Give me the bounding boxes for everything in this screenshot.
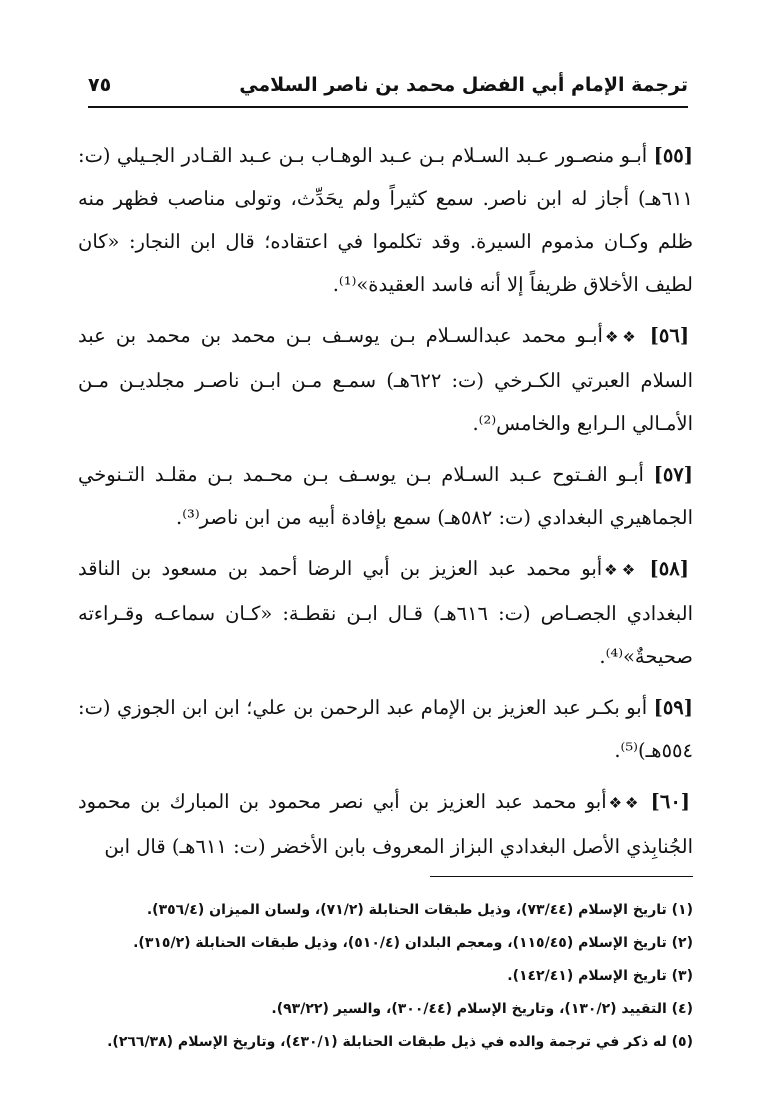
entry-text: أبو محمد عبد العزيز بن أبي الرضا أحمد بن مسعود بن الناقد البغدادي الجصـاص (ت: ٦١٦هـ) قـال ابـن نقطـة: «كـان سماعـه وقـراءته صحيحةٌ»⁽⁴⁾. xyxy=(78,557,694,668)
header-divider xyxy=(88,106,688,108)
entry-text: أبـو منصـور عـبد السـلام بـن عـبد الوهـاب بـن عـبد القـادر الجـيلي (ت: ٦١١هـ) أجاز له ابن ناصر. سمع كثيراً ولم يحَدِّث، وتولى مناصب فظهر منه ظلم وكـان مذموم السيرة. وقد تكلموا في اعتقاده؛ قال ابن النجار: «كان لطيف الأخلاق ظريفاً إلا أنه فاسد العقيدة»⁽¹⁾. xyxy=(78,144,693,296)
entry-number: [٥٧] xyxy=(653,463,694,486)
entry-text: أبـو محمد عبدالسـلام بـن يوسـف بـن محمد بن محمد بن عبد السلام العبرتي الكـرخي (ت: ٦٢٢هـ) سمـع مـن ابـن ناصـر مجلديـن مـن الأمـالي الـرابع والخامس⁽²⁾. xyxy=(78,324,693,435)
diamond-marker-icon: ❖❖ xyxy=(604,561,640,579)
entry-text: أبـو الفـتوح عـبد السـلام بـن يوسـف بـن محـمد بـن مقلـد التـنوخي الجماهيري البغدادي (ت: ٥٨٢هـ) سمع بإفادة أبيه من ابن ناصر⁽³⁾. xyxy=(78,463,693,529)
entry-57 xyxy=(78,453,693,539)
biography-entries xyxy=(78,134,693,876)
running-header xyxy=(88,70,688,110)
footnote-5: (٥) له ذكر في ترجمة والده في ذيل طبقات الحنابلة (٤٣٠/١)، وتاريخ الإسلام (٢٦٦/٣٨). xyxy=(107,1034,693,1050)
entry-text: أبو محمد عبد العزيز بن أبي نصر محمود بن المبارك بن محمود الجُنابِذي الأصل البغدادي البزاز المعروف بابن الأخضر (ت: ٦١١هـ) قال ابن xyxy=(78,790,693,858)
entry-text: أبو بكـر عبد العزيز بن الإمام عبد الرحمن بن علي؛ ابن ابن الجوزي (ت: ٥٥٤هـ)⁽⁵⁾. xyxy=(78,696,693,762)
entry-number: [٦٠] xyxy=(650,790,691,813)
footnote-2: (٢) تاريخ الإسلام (١١٥/٤٥)، ومعجم البلدان (٥١٠/٤)، وذيل طبقات الحنابلة (٣١٥/٢). xyxy=(133,935,693,951)
diamond-marker-icon: ❖❖ xyxy=(604,328,640,346)
footnote-1: (١) تاريخ الإسلام (٧٣/٤٤)، وذيل طبقات الحنابلة (٧١/٢)، ولسان الميزان (٣٥٦/٤). xyxy=(146,902,693,918)
footnote-3: (٣) تاريخ الإسلام (١٤٢/٤١). xyxy=(507,968,693,984)
entry-59 xyxy=(78,686,693,772)
entry-60 xyxy=(78,780,693,868)
header-title: ترجمة الإمام أبي الفضل محمد بن ناصر السلامي xyxy=(239,74,688,96)
footnote-divider xyxy=(430,876,693,877)
entry-number: [٥٨] xyxy=(649,557,689,580)
page-number: ٧٥ xyxy=(88,74,112,96)
entry-55 xyxy=(78,134,693,306)
footnote-4: (٤) التقييد (١٣٠/٢)، وتاريخ الإسلام (٣٠٠/٤٤)، والسير (٩٣/٢٢). xyxy=(271,1001,693,1017)
footnotes xyxy=(100,894,693,1059)
entry-number: [٥٦] xyxy=(649,324,690,347)
entry-number: [٥٥] xyxy=(653,144,693,167)
entry-56 xyxy=(78,314,693,445)
diamond-marker-icon: ❖❖ xyxy=(608,794,642,812)
entry-58 xyxy=(78,547,693,678)
entry-number: [٥٩] xyxy=(653,696,693,719)
